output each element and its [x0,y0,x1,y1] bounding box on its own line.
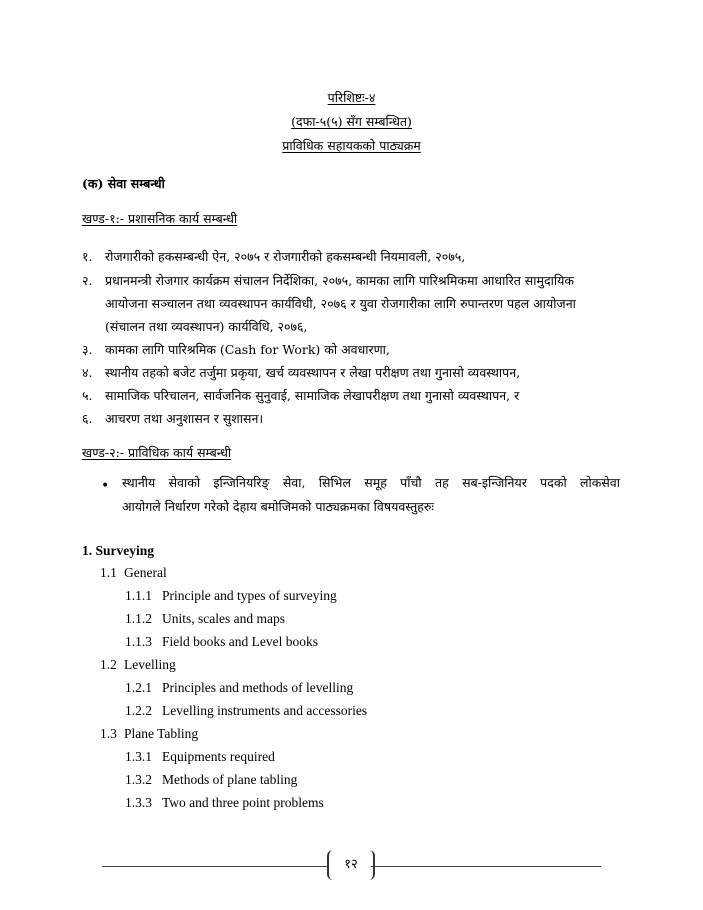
topic-text: Field books and Level books [162,634,318,649]
topic-1-1-3 [125,634,318,650]
topic-text: Equipments required [162,749,275,764]
topic-1-2-2 [125,703,367,719]
topic-1-3-2 [125,772,297,788]
topic-text: Levelling instruments and accessories [162,703,368,718]
topic-text: Methods of plane tabling [162,772,298,787]
list-item: कामका लागि पारिश्रमिक (Cash for Work) को अवधारणा, [105,342,390,357]
syllabus-title: प्राविधिक सहायकको पाठ्यक्रम [282,138,421,153]
topic-1-1-1 [125,588,337,604]
list-item-number: ४. [82,365,93,380]
subsection-1-3 [100,726,198,742]
list-item-number: ५. [82,388,93,403]
topic-number: 1.1.1 [125,588,152,603]
topic-1-2-1 [125,680,353,696]
list-item-number: ६. [82,411,93,426]
topic-number: 1.2.1 [125,680,152,695]
khand2-heading: खण्ड-२:- प्राविधिक कार्य सम्बन्धी [82,445,232,460]
subsection-number: 1.2 [100,657,117,672]
topic-text: Principles and methods of levelling [162,680,354,695]
topic-text: Principle and types of surveying [162,588,337,603]
section-ka-heading: (क) सेवा सम्बन्धी [82,176,165,191]
list-item: प्रधानमन्त्री रोजगार कार्यक्रम संचालन निर्देशिका, २०७५, कामका लागि पारिश्रमिकमा आधारित सामुदायिक [105,273,574,288]
topic-number: 1.1.2 [125,611,152,626]
list-item-number: २. [82,273,93,288]
annex-title: परिशिष्टः-४ [327,90,376,105]
footer-rule-right [371,866,601,867]
topic-number: 1.3.3 [125,795,152,810]
topic-text: Two and three point problems [162,795,324,810]
list-item-number: ३. [82,342,93,357]
subsection-title: Levelling [124,657,176,672]
footer-rule-left [102,866,327,867]
topic-1-3-1 [125,749,275,765]
list-item: सामाजिक परिचालन, सार्वजनिक सुनुवाई, सामाजिक लेखापरीक्षण तथा गुनासो व्यवस्थापन, र [105,388,520,403]
topic-number: 1.3.1 [125,749,152,764]
list-item-number: १. [82,249,93,264]
khand2-bullet-paragraph [122,471,620,519]
list-item: रोजगारीको हकसम्बन्धी ऐन, २०७५ र रोजगारीको हकसम्बन्धी नियमावली, २०७५, [105,249,466,264]
page-number: १२ [327,850,375,880]
subsection-1-1 [100,565,167,581]
paragraph-line: आयोगले निर्धारण गरेको देहाय बमोजिमको पाठ्यक्रमका विषयवस्तुहरुः [122,499,434,514]
subsection-number: 1.1 [100,565,117,580]
paragraph-line: स्थानीय सेवाको इन्जिनियरिङ् सेवा, सिभिल समूह पाँचौ तह सब-इन्जिनियर पदको लोकसेवा [122,475,620,490]
subsection-title: Plane Tabling [124,726,199,741]
topic-number: 1.2.2 [125,703,152,718]
topic-text: Units, scales and maps [162,611,285,626]
khand1-heading: खण्ड-१:- प्रशासनिक कार्य सम्बन्धी [82,211,238,226]
list-item: स्थानीय तहको बजेट तर्जुमा प्रकृया, खर्च व्यवस्थापन र लेखा परीक्षण तथा गुनासो व्यवस्थापन, [105,365,521,380]
list-item-continuation: (संचालन तथा व्यवस्थापन) कार्यविधि, २०७६, [105,319,308,334]
surveying-heading: 1. Surveying [82,543,155,558]
bullet-icon: • [101,478,110,494]
topic-1-3-3 [125,795,324,811]
topic-number: 1.3.2 [125,772,152,787]
subsection-number: 1.3 [100,726,117,741]
related-section: (दफा-५(५) सँग सम्बन्धित) [291,114,412,129]
topic-1-1-2 [125,611,285,627]
topic-number: 1.1.3 [125,634,152,649]
subsection-title: General [124,565,167,580]
list-item-continuation: आयोजना सञ्चालन तथा व्यवस्थापन कार्यविधी, २०७६ र युवा रोजगारीका लागि रुपान्तरण पहल आयोजना [105,296,576,311]
list-item: आचरण तथा अनुशासन र सुशासन। [105,411,264,426]
subsection-1-2 [100,657,176,673]
